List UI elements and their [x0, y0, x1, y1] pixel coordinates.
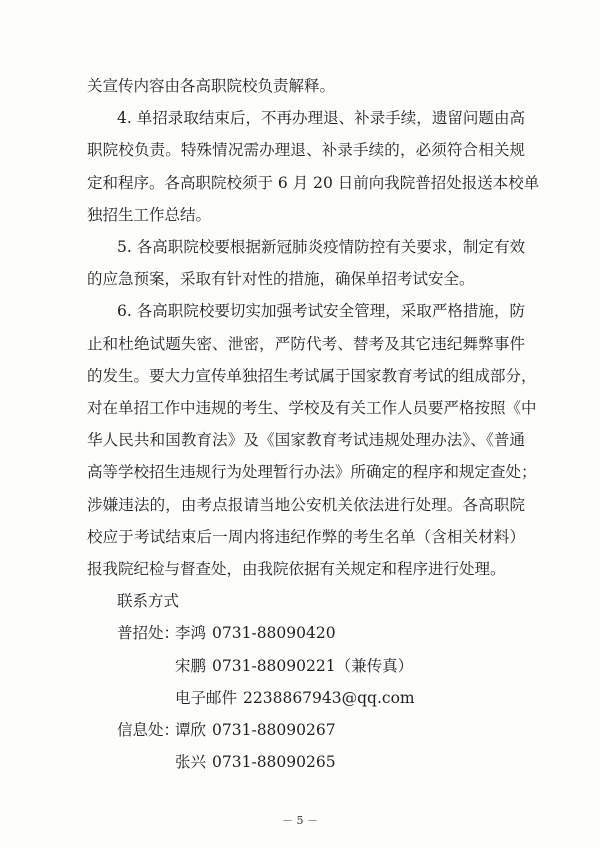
contact-email: 2238867943@qq.com	[243, 688, 415, 707]
contact-dept: 普招处：	[117, 624, 180, 643]
contact-row	[117, 656, 413, 676]
body-line: 职院校负责。特殊情况需办理退、补录手续的，必须符合相关规	[87, 141, 525, 160]
body-line: 独招生工作总结。	[87, 205, 212, 224]
contact-name: 李鸿	[175, 624, 207, 643]
body-line: 关宣传内容由各高职院校负责解释。	[87, 77, 336, 95]
contact-row	[117, 752, 336, 772]
contact-row	[117, 720, 336, 740]
page-number: － 5 －	[282, 814, 318, 827]
body-line: 高等学校招生违规行为处理暂行办法》所确定的程序和规定查处；	[87, 463, 537, 482]
contact-row	[117, 688, 415, 708]
body-line: 定和程序。各高职院校须于 6 月 20 日前向我院普招处报送本校单	[87, 173, 540, 192]
contact-name: 宋鹏	[175, 656, 207, 675]
body-line: 校应于考试结束后一周内将违纪作弊的考生名单（含相关材料）	[87, 527, 525, 546]
contact-phone: 0731-88090267	[212, 721, 336, 739]
contact-phone: 0731-88090265	[212, 753, 336, 772]
body-line: 华人民共和国教育法》及《国家教育考试违规处理办法》、《普通	[87, 431, 525, 450]
body-line: 的应急预案，采取有针对性的措施，确保单招考试安全。	[87, 270, 475, 289]
body-line: 4. 单招录取结束后，不再办理退、补录手续，遗留问题由高	[117, 109, 525, 128]
body-line: 涉嫌违法的，由考点报请当地公安机关依法进行处理。各高职院	[87, 495, 525, 514]
contact-phone: 0731-88090420	[212, 624, 336, 643]
contact-name: 谭欣	[175, 721, 207, 739]
contact-row	[117, 623, 336, 643]
body-line: 对在单招工作中违规的考生、学校及有关工作人员要严格按照《中	[87, 399, 537, 417]
contact-name: 张兴	[175, 753, 207, 772]
contact-name: 电子邮件	[175, 688, 238, 707]
body-line: 5. 各高职院校要根据新冠肺炎疫情防控有关要求，制定有效	[117, 238, 525, 256]
contact-dept: 信息处：	[117, 721, 180, 739]
body-line: 6. 各高职院校要切实加强考试安全管理，采取严格措施，防	[117, 302, 525, 321]
body-line: 的发生。要大力宣传单独招生考试属于国家教育考试的组成部分，	[87, 366, 537, 385]
contact-phone: 0731-88090221（兼传真）	[212, 656, 414, 675]
contact-heading: 联系方式	[117, 592, 180, 611]
body-line: 止和杜绝试题失密、泄密，严防代考、替考及其它违纪舞弊事件	[87, 334, 525, 353]
body-line: 报我院纪检与督查处，由我院依据有关规定和程序进行处理。	[87, 560, 506, 578]
